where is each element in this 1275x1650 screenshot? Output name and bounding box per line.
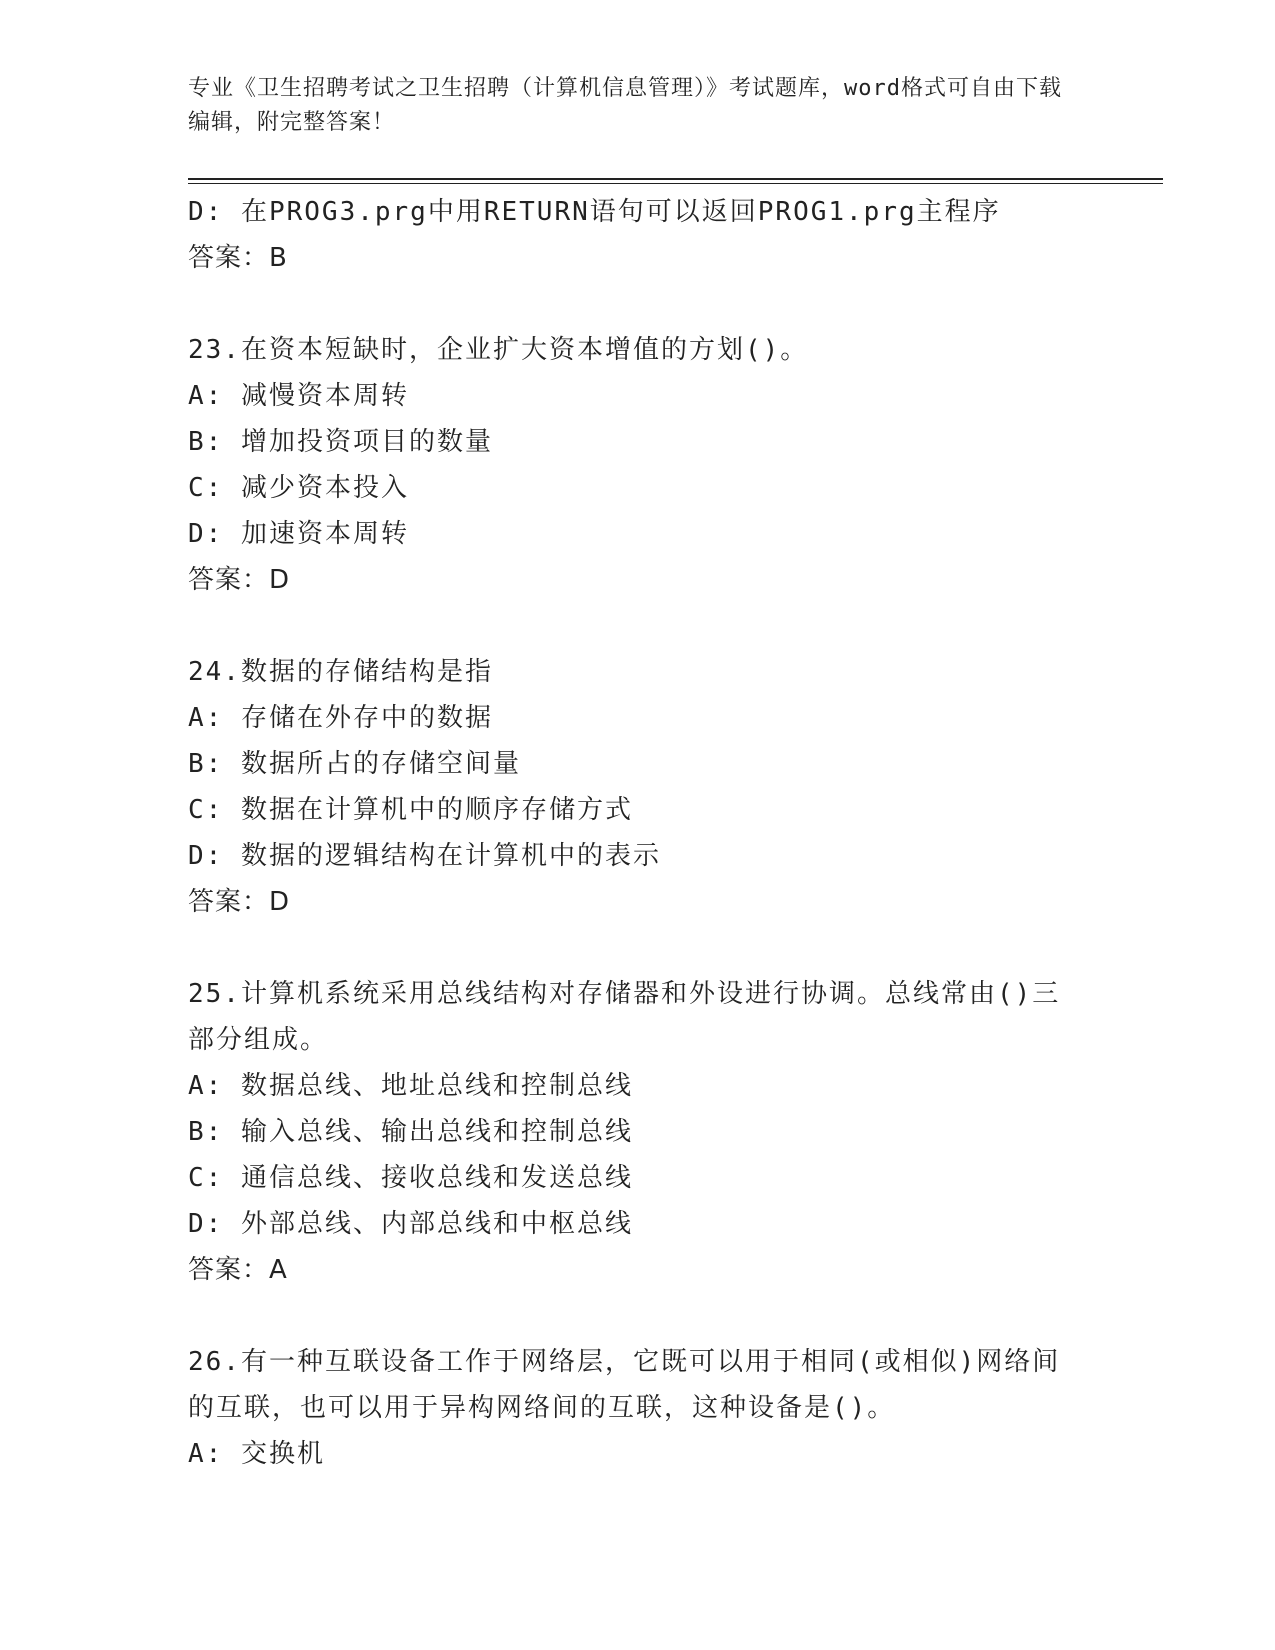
question-stem-line-1: 26.有一种互联设备工作于网络层，它既可以用于相同(或相似)网络间 xyxy=(188,1347,1061,1377)
option-d: D: 外部总线、内部总线和中枢总线 xyxy=(188,1209,633,1239)
answer-line: 答案：A xyxy=(188,1255,288,1285)
option-b: B: 输入总线、输出总线和控制总线 xyxy=(188,1117,633,1147)
header-rule-thin xyxy=(188,183,1163,184)
answer-line: 答案：D xyxy=(188,887,291,917)
option-c: C: 减少资本投入 xyxy=(188,473,409,503)
answer-line: 答案：D xyxy=(188,565,291,595)
option-c: C: 通信总线、接收总线和发送总线 xyxy=(188,1163,633,1193)
question-26 xyxy=(188,1339,1078,1477)
option-d: D: 数据的逻辑结构在计算机中的表示 xyxy=(188,841,661,871)
option-a: A: 存储在外存中的数据 xyxy=(188,703,493,733)
question-stem-line-1: 25.计算机系统采用总线结构对存储器和外设进行协调。总线常由()三 xyxy=(188,979,1061,1009)
option-a: A: 数据总线、地址总线和控制总线 xyxy=(188,1071,633,1101)
option-d: D: 在PROG3.prg中用RETURN语句可以返回PROG1.prg主程序 xyxy=(188,197,1001,227)
spacer xyxy=(188,281,1078,327)
question-stem-line-2: 部分组成。 xyxy=(188,1025,329,1055)
question-25 xyxy=(188,971,1078,1293)
option-b: B: 数据所占的存储空间量 xyxy=(188,749,521,779)
header-title: 专业《卫生招聘考试之卫生招聘（计算机信息管理）》考试题库，word格式可自由下载编辑，附完整答案！ xyxy=(188,76,1062,135)
header-rule-thick xyxy=(188,178,1163,180)
question-24 xyxy=(188,649,1078,925)
option-a: A: 减慢资本周转 xyxy=(188,381,409,411)
question-stem: 24.数据的存储结构是指 xyxy=(188,657,493,687)
option-c: C: 数据在计算机中的顺序存储方式 xyxy=(188,795,633,825)
option-b: B: 增加投资项目的数量 xyxy=(188,427,493,457)
spacer xyxy=(188,1293,1078,1339)
option-a: A: 交换机 xyxy=(188,1439,325,1469)
spacer xyxy=(188,925,1078,971)
answer-line: 答案：B xyxy=(188,243,288,273)
option-d: D: 加速资本周转 xyxy=(188,519,409,549)
question-23 xyxy=(188,327,1078,603)
question-stem: 23.在资本短缺时，企业扩大资本增值的方划()。 xyxy=(188,335,809,365)
spacer xyxy=(188,603,1078,649)
question-stem-line-2: 的互联，也可以用于异构网络间的互联，这种设备是()。 xyxy=(188,1393,896,1423)
document-body xyxy=(188,189,1078,1477)
question-22-tail xyxy=(188,189,1078,281)
document-header xyxy=(188,72,1068,140)
